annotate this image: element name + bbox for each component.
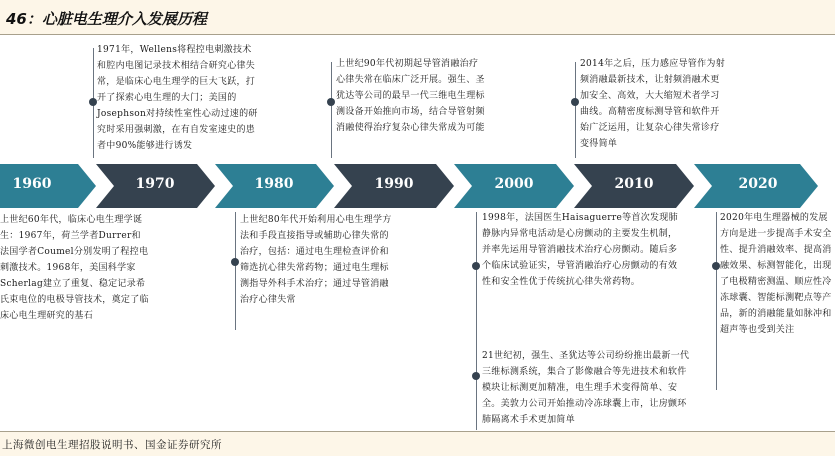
event-2010-text: 2014年之后，压力感应导管作为射频消融最新技术，让射频消融术更加安全、高效，大大缩短术者学习曲线。高精密度标测导管和软件开始广泛运用，让复杂心律失常诊疗变得简单 bbox=[580, 59, 726, 149]
connector-1980 bbox=[235, 212, 236, 330]
connector-2000 bbox=[476, 212, 477, 430]
event-1990-text: 上世纪90年代初期起导管消融治疗心律失常在临床广泛开展。强生、圣犹达等公司的最早一代三维电生理标测设备开始推向市场，结合导管射频消融使得治疗复杂心律失常成为可能 bbox=[336, 59, 485, 133]
marker-2000a bbox=[472, 262, 480, 270]
marker-2000b bbox=[472, 372, 480, 380]
year-1990: 1990 bbox=[374, 176, 414, 192]
event-2000b-text: 21世纪初，强生、圣犹达等公司纷纷推出最新一代三维标测系统，集合了影像融合等先进技术和软件模块让标测更加精准，电生理手术变得简单、安全。美敦力公司开始推动冷冻球囊上市，让房颤环肺隔离术手术更加简单 bbox=[482, 351, 690, 425]
header-divider bbox=[0, 34, 835, 35]
marker-2020 bbox=[712, 262, 720, 270]
event-1980-text: 上世纪80年代开始利用心电生理学方法和手段直接指导或辅助心律失常的治疗，包括：通过电生理检查评价和筛选抗心律失常药物；通过电生理标测指导外科手术治疗；通过导管消融治疗心律失常 bbox=[240, 215, 392, 305]
year-2000: 2000 bbox=[494, 176, 534, 192]
footer-divider bbox=[0, 431, 835, 432]
event-2020-text: 2020年电生理器械的发展方向是进一步提高手术安全性、提升消融效率、提高消融效果、标测智能化，出现了电极精密测温、顺应性冷冻球囊、智能标测靶点等产品，新的消融能量如脉冲和超声等也受到关注 bbox=[720, 213, 832, 335]
year-1970: 1970 bbox=[135, 176, 175, 192]
figure-footer bbox=[0, 431, 835, 456]
figure-header bbox=[0, 0, 835, 34]
source-note: 上海微创电生理招股说明书、国金证券研究所 bbox=[2, 439, 222, 451]
year-2020: 2020 bbox=[738, 176, 778, 192]
connector-2010 bbox=[575, 62, 576, 158]
event-1960-text: 上世纪60年代，临床心电生理学诞生：1967年，荷兰学者Durrer和法国学者Coumel分别发明了程控电刺激技术。1968年，美国科学家Scherlag建立了重复、稳定记录希氏束电位的电极导管技术，奠定了临床心电生理研究的基石 bbox=[0, 215, 149, 321]
year-2010: 2010 bbox=[614, 176, 654, 192]
marker-1980 bbox=[231, 258, 239, 266]
figure-title: 46：心脏电生理介入发展历程 bbox=[6, 10, 207, 28]
year-1980: 1980 bbox=[254, 176, 294, 192]
marker-1970 bbox=[89, 98, 97, 106]
marker-2010 bbox=[571, 98, 579, 106]
connector-1990 bbox=[331, 62, 332, 158]
marker-1990 bbox=[327, 98, 335, 106]
event-2000a-text: 1998年，法国医生Haisaguerre等首次发现肺静脉内异常电活动是心房颤动的主要发生机制，并率先运用导管消融技术治疗心房颤动。随后多个临床试验证实，导管消融治疗心房颤动的有效性和安全性优于传统抗心律失常药物。 bbox=[482, 213, 678, 287]
year-1960: 1960 bbox=[12, 176, 52, 192]
event-1970-text: 1971年，Wellens将程控电刺激技术和腔内电图记录技术相结合研究心律失常，是临床心电生理学的巨大飞跃，打开了探索心电生理的大门；美国的Josephson对持续性室性心动过速的研究时采用强刺激，在有自发室速史的患者中90%能够进行诱发 bbox=[97, 45, 258, 151]
connector-2020 bbox=[716, 212, 717, 390]
